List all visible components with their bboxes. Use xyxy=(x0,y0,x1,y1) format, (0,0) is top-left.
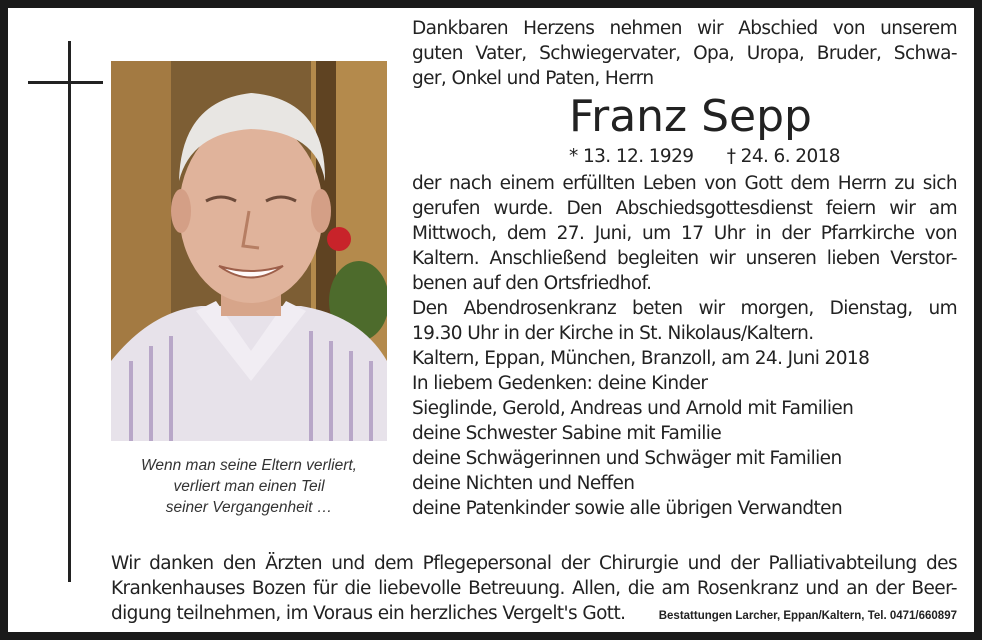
mourners-line: deine Schwägerinnen und Schwäger mit Familien xyxy=(412,448,842,469)
body-line: Kaltern. Anschließend begleiten wir unseren lieben Verstor- xyxy=(412,248,957,269)
thanks-line: digung teilnehmen, im Voraus ein herzliches Vergelt's Gott. xyxy=(111,603,626,624)
life-dates xyxy=(412,143,957,171)
cross-icon xyxy=(68,41,71,582)
thanks-paragraph xyxy=(111,551,957,626)
death-date: † 24. 6. 2018 xyxy=(726,146,840,167)
cross-icon-bar xyxy=(28,81,103,84)
body-line: Mittwoch, dem 27. Juni, um 17 Uhr in der Pfarrkirche von xyxy=(412,223,957,244)
notice-text xyxy=(412,16,957,521)
memorial-quote xyxy=(111,455,387,518)
deceased-name: Franz Sepp xyxy=(569,91,812,142)
portrait-photo xyxy=(111,61,387,441)
quote-line: verliert man einen Teil xyxy=(173,478,325,495)
obituary-notice xyxy=(8,8,974,632)
mourners-line: deine Nichten und Neffen xyxy=(412,473,635,494)
thanks-line: Krankenhauses Bozen für die liebevolle Betreuung. Allen, die am Rosenkranz und an der Beer- xyxy=(111,578,957,599)
mourners-line: Sieglinde, Gerold, Andreas und Arnold mit Familien xyxy=(412,398,854,419)
mourners-line: deine Patenkinder sowie alle übrigen Verwandten xyxy=(412,498,843,519)
quote-line: seiner Vergangenheit … xyxy=(165,499,333,516)
funeral-home-credit: Bestattungen Larcher, Eppan/Kaltern, Tel. 0471/660897 xyxy=(658,610,957,622)
place-date-line: Kaltern, Eppan, München, Branzoll, am 24. Juni 2018 xyxy=(412,348,870,369)
intro-line: Dankbaren Herzens nehmen wir Abschied von unserem xyxy=(412,18,957,39)
intro-line: guten Vater, Schwiegervater, Opa, Uropa, Bruder, Schwa- xyxy=(412,43,957,64)
body-line: 19.30 Uhr in der Kirche in St. Nikolaus/Kaltern. xyxy=(412,323,814,344)
thanks-last-row xyxy=(111,601,957,626)
body-line: gerufen wurde. Den Abschiedsgottesdienst feiern wir am xyxy=(412,198,957,219)
birth-date: * 13. 12. 1929 xyxy=(569,146,694,167)
thanks-line: Wir danken den Ärzten und dem Pflegepersonal der Chirurgie und der Palliativabteilung des xyxy=(111,553,957,574)
body-line: Den Abendrosenkranz beten wir morgen, Dienstag, um xyxy=(412,298,957,319)
mourners-line: In liebem Gedenken: deine Kinder xyxy=(412,373,708,394)
body-line: der nach einem erfüllten Leben von Gott dem Herrn zu sich xyxy=(412,173,957,194)
quote-line: Wenn man seine Eltern verliert, xyxy=(141,457,357,474)
mourners-line: deine Schwester Sabine mit Familie xyxy=(412,423,722,444)
intro-line: ger, Onkel und Paten, Herrn xyxy=(412,68,654,89)
body-line: benen auf den Ortsfriedhof. xyxy=(412,273,652,294)
